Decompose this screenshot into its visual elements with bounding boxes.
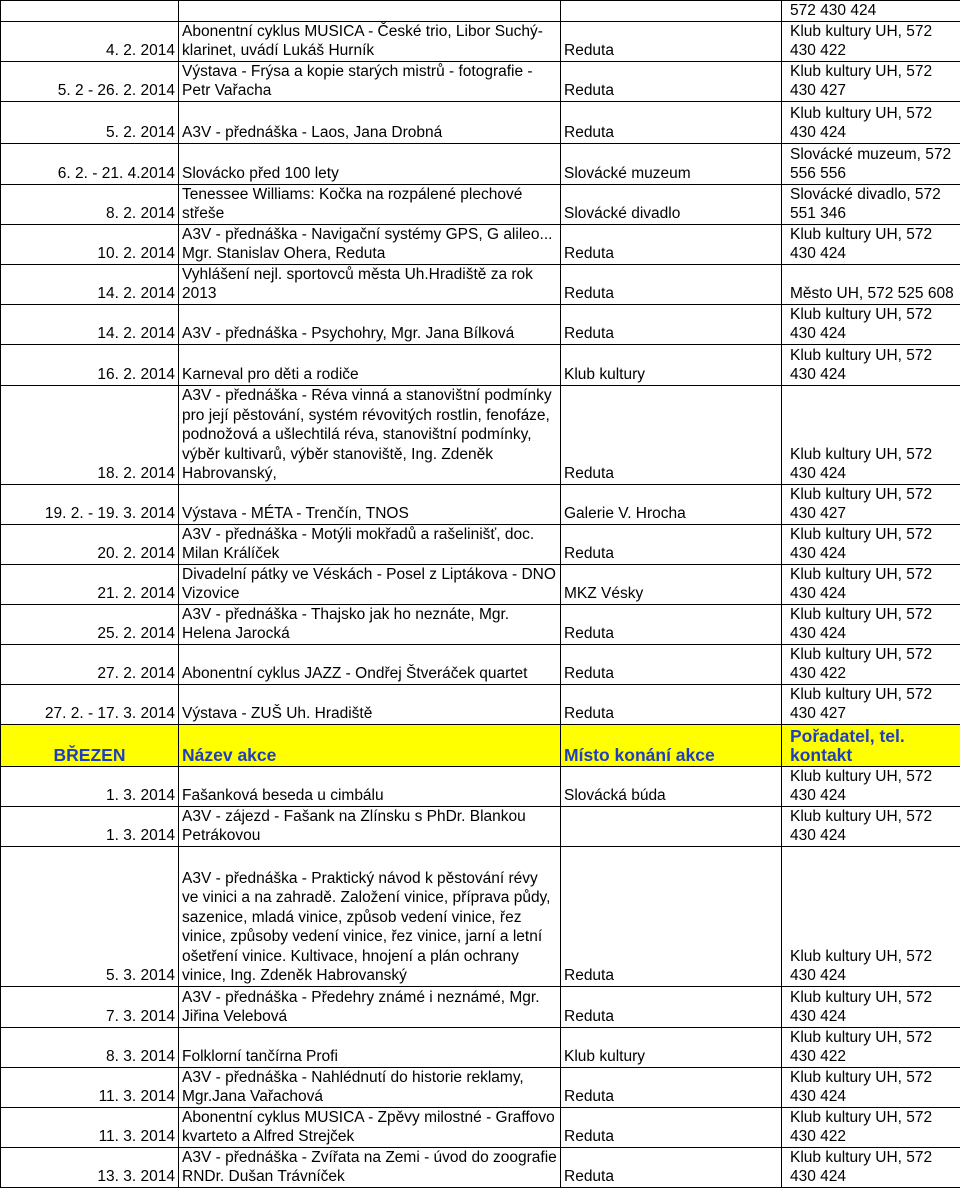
event-date: 20. 2. 2014: [1, 524, 179, 564]
event-date: 16. 2. 2014: [1, 344, 179, 385]
event-date: 1. 3. 2014: [1, 806, 179, 846]
event-place: Reduta: [561, 101, 782, 143]
event-place: Reduta: [561, 304, 782, 344]
event-organizer: Klub kultury UH, 572 430 422: [782, 21, 960, 61]
event-organizer: Klub kultury UH, 572 430 422: [782, 1027, 960, 1067]
event-organizer: 572 430 424: [782, 1, 960, 22]
event-place: Reduta: [561, 524, 782, 564]
event-date: 27. 2. - 17. 3. 2014: [1, 684, 179, 724]
event-place: Klub kultury: [561, 1027, 782, 1067]
event-place: Slovácká búda: [561, 766, 782, 806]
table-row: [1, 484, 960, 524]
event-name: [179, 1, 561, 22]
table-row: [1, 644, 960, 684]
month-heading: BŘEZEN: [1, 724, 179, 766]
event-date: 27. 2. 2014: [1, 644, 179, 684]
event-name: Fašanková beseda u cimbálu: [179, 766, 561, 806]
event-organizer: Klub kultury UH, 572 430 424: [782, 766, 960, 806]
event-date: 8. 2. 2014: [1, 184, 179, 224]
event-name: Abonentní cyklus MUSICA - Zpěvy milostné - Graffovo kvarteto a Alfred Strejček: [179, 1107, 561, 1147]
event-date: 4. 2. 2014: [1, 21, 179, 61]
event-date: 11. 3. 2014: [1, 1067, 179, 1107]
table-row: [1, 184, 960, 224]
table-row: [1, 344, 960, 385]
table-row: [1, 385, 960, 484]
table-row: [1, 1, 960, 22]
event-place: Klub kultury: [561, 344, 782, 385]
event-organizer: Klub kultury UH, 572 430 424: [782, 564, 960, 604]
event-place: Reduta: [561, 604, 782, 644]
table-row: [1, 1027, 960, 1067]
event-place: Reduta: [561, 1067, 782, 1107]
event-date: 5. 2 - 26. 2. 2014: [1, 61, 179, 101]
event-date: 13. 3. 2014: [1, 1147, 179, 1187]
event-name: Tenessee Williams: Kočka na rozpálené plechové střeše: [179, 184, 561, 224]
column-heading-place: Místo konání akce: [561, 724, 782, 766]
table-row: [1, 143, 960, 184]
event-name: A3V - přednáška - Motýli mokřadů a rašelinišť, doc. Milan Králíček: [179, 524, 561, 564]
event-name: Výstava - Frýsa a kopie starých mistrů - fotografie - Petr Vařacha: [179, 61, 561, 101]
event-organizer: Klub kultury UH, 572 430 427: [782, 684, 960, 724]
event-place: [561, 1, 782, 22]
event-name: Abonentní cyklus MUSICA - České trio, Libor Suchý-klarinet, uvádí Lukáš Hurník: [179, 21, 561, 61]
event-date: 14. 2. 2014: [1, 304, 179, 344]
column-heading-organizer: Pořadatel, tel. kontakt: [782, 724, 960, 766]
event-name: Abonentní cyklus JAZZ - Ondřej Štveráček quartet: [179, 644, 561, 684]
event-organizer: Slovácké muzeum, 572 556 556: [782, 143, 960, 184]
event-name: Karneval pro děti a rodiče: [179, 344, 561, 385]
event-date: 6. 2. - 21. 4.2014: [1, 143, 179, 184]
table-row: [1, 264, 960, 304]
event-name: Výstava - ZUŠ Uh. Hradiště: [179, 684, 561, 724]
event-name: A3V - přednáška - Psychohry, Mgr. Jana Bílková: [179, 304, 561, 344]
event-organizer: Klub kultury UH, 572 430 424: [782, 101, 960, 143]
event-organizer: Klub kultury UH, 572 430 424: [782, 344, 960, 385]
event-place: Slovácké divadlo: [561, 184, 782, 224]
event-organizer: Klub kultury UH, 572 430 424: [782, 224, 960, 264]
event-name: A3V - přednáška - Laos, Jana Drobná: [179, 101, 561, 143]
table-row: [1, 21, 960, 61]
event-place: MKZ Vésky: [561, 564, 782, 604]
event-name: A3V - přednáška - Réva vinná a stanovištní podmínky pro její pěstování, systém révovitých rostlin, fenofáze, podnožová a ušlechtilá réva, stanovištní podmínky, výběr kultivarů, výběr stanoviště, Ing. Zdeněk Habrovanský,: [179, 385, 561, 484]
event-place: Reduta: [561, 986, 782, 1027]
table-row: [1, 101, 960, 143]
event-organizer: Klub kultury UH, 572 430 424: [782, 1067, 960, 1107]
table-row: [1, 564, 960, 604]
event-organizer: Klub kultury UH, 572 430 424: [782, 524, 960, 564]
event-name: A3V - přednáška - Předehry známé i neznámé, Mgr. Jiřina Velebová: [179, 986, 561, 1027]
event-name: Výstava - MÉTA - Trenčín, TNOS: [179, 484, 561, 524]
table-row: [1, 1107, 960, 1147]
event-organizer: Klub kultury UH, 572 430 424: [782, 1147, 960, 1187]
event-organizer: Klub kultury UH, 572 430 424: [782, 806, 960, 846]
event-place: Reduta: [561, 846, 782, 986]
event-place: Reduta: [561, 1107, 782, 1147]
event-place: Reduta: [561, 1147, 782, 1187]
table-row: [1, 61, 960, 101]
event-name: Divadelní pátky ve Véskách - Posel z Liptákova - DNO Vizovice: [179, 564, 561, 604]
march-events: [1, 766, 960, 1187]
event-date: 7. 3. 2014: [1, 986, 179, 1027]
table-row: [1, 806, 960, 846]
event-date: 25. 2. 2014: [1, 604, 179, 644]
event-place: Reduta: [561, 264, 782, 304]
table-row: [1, 766, 960, 806]
table-row: [1, 524, 960, 564]
event-date: 19. 2. - 19. 3. 2014: [1, 484, 179, 524]
event-organizer: Klub kultury UH, 572 430 422: [782, 1107, 960, 1147]
event-date: 11. 3. 2014: [1, 1107, 179, 1147]
event-organizer: Klub kultury UH, 572 430 424: [782, 304, 960, 344]
event-place: Reduta: [561, 644, 782, 684]
event-date: 5. 3. 2014: [1, 846, 179, 986]
event-date: 14. 2. 2014: [1, 264, 179, 304]
event-organizer: Klub kultury UH, 572 430 422: [782, 644, 960, 684]
event-place: Slovácké muzeum: [561, 143, 782, 184]
event-place: Reduta: [561, 385, 782, 484]
event-place: Reduta: [561, 224, 782, 264]
event-name: A3V - přednáška - Navigační systémy GPS, G alileo... Mgr. Stanislav Ohera, Reduta: [179, 224, 561, 264]
event-place: Reduta: [561, 21, 782, 61]
event-date: 10. 2. 2014: [1, 224, 179, 264]
event-organizer: Klub kultury UH, 572 430 424: [782, 385, 960, 484]
event-date: 18. 2. 2014: [1, 385, 179, 484]
event-date: 5. 2. 2014: [1, 101, 179, 143]
event-organizer: Klub kultury UH, 572 430 424: [782, 604, 960, 644]
table-row: [1, 684, 960, 724]
event-name: A3V - přednáška - Thajsko jak ho neznáte, Mgr. Helena Jarocká: [179, 604, 561, 644]
event-name: Folklorní tančírna Profi: [179, 1027, 561, 1067]
event-organizer: Klub kultury UH, 572 430 424: [782, 846, 960, 986]
table-row: [1, 604, 960, 644]
event-place: Galerie V. Hrocha: [561, 484, 782, 524]
march-header-section: [1, 724, 960, 766]
event-place: Reduta: [561, 61, 782, 101]
event-place: [561, 806, 782, 846]
event-name: A3V - zájezd - Fašank na Zlínsku s PhDr. Blankou Petrákovou: [179, 806, 561, 846]
event-date: [1, 1, 179, 22]
table-row: [1, 1067, 960, 1107]
march-header-row: [1, 724, 960, 766]
table-row: [1, 304, 960, 344]
event-name: A3V - přednáška - Zvířata na Zemi - úvod do zoografie RNDr. Dušan Trávníček: [179, 1147, 561, 1187]
table-row: [1, 986, 960, 1027]
february-events: [1, 1, 960, 725]
event-name: Vyhlášení nejl. sportovců města Uh.Hradiště za rok 2013: [179, 264, 561, 304]
event-organizer: Klub kultury UH, 572 430 424: [782, 986, 960, 1027]
event-name: A3V - přednáška - Praktický návod k pěstování révy ve vinici a na zahradě. Založení vinice, příprava půdy, sazenice, mladá vinice, způsob vedení vinice, řez vinice, způsoby vedení vinice, řez vinice, jarní a letní ošetření vinice. Kultivace, hnojení a plán ochrany vinice, Ing. Zdeněk Habrovanský: [179, 846, 561, 986]
table-row: [1, 224, 960, 264]
event-date: 1. 3. 2014: [1, 766, 179, 806]
event-date: 8. 3. 2014: [1, 1027, 179, 1067]
table-row: [1, 846, 960, 986]
event-date: 21. 2. 2014: [1, 564, 179, 604]
event-organizer: Klub kultury UH, 572 430 427: [782, 484, 960, 524]
event-organizer: Město UH, 572 525 608: [782, 264, 960, 304]
event-organizer: Slovácké divadlo, 572 551 346: [782, 184, 960, 224]
event-place: Reduta: [561, 684, 782, 724]
column-heading-name: Název akce: [179, 724, 561, 766]
event-name: Slovácko před 100 lety: [179, 143, 561, 184]
table-row: [1, 1147, 960, 1187]
event-name: A3V - přednáška - Nahlédnutí do historie reklamy, Mgr.Jana Vařachová: [179, 1067, 561, 1107]
event-organizer: Klub kultury UH, 572 430 427: [782, 61, 960, 101]
